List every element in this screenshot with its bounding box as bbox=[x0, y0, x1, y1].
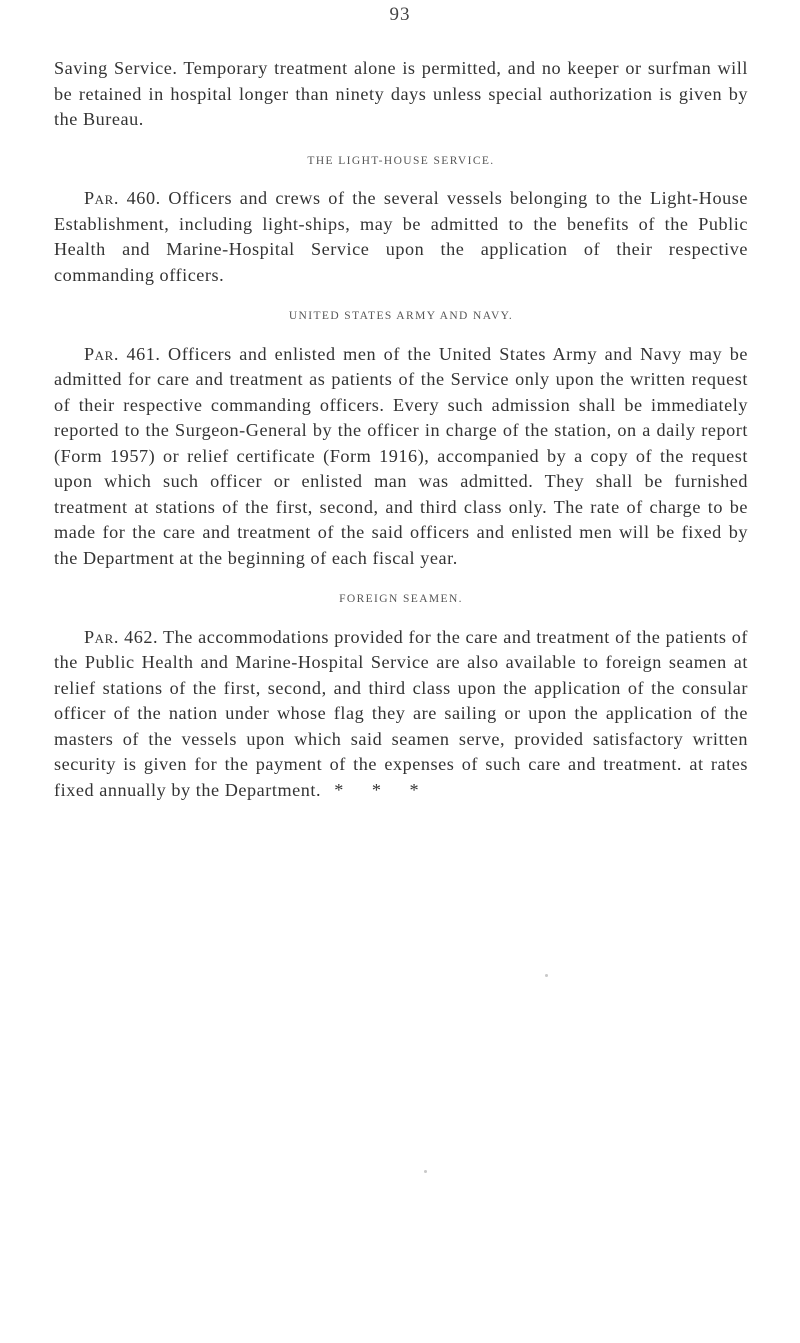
par-label: Par. bbox=[84, 626, 119, 647]
section-heading-light-house: THE LIGHT-HOUSE SERVICE. bbox=[307, 154, 495, 167]
section-heading-foreign-seamen: FOREIGN SEAMEN. bbox=[339, 593, 463, 605]
paper-speck bbox=[424, 1170, 427, 1173]
par-label: Par. bbox=[84, 343, 119, 364]
section-heading-army-navy: UNITED STATES ARMY AND NAVY. bbox=[288, 310, 514, 322]
paper-speck bbox=[545, 974, 548, 977]
intro-paragraph: Saving Service. Temporary treatment alone is permitted, and no keeper or surfman will be retained in hospital longer than ninety days unless special authorization is given by the Bureau. bbox=[54, 58, 748, 129]
par-label: Par. bbox=[84, 188, 119, 208]
paragraph-462 bbox=[54, 625, 748, 804]
paragraph-460 bbox=[54, 186, 748, 288]
page-number: 93 bbox=[389, 4, 411, 25]
ellipsis-stars: * * * bbox=[334, 779, 431, 800]
par-number: 460. bbox=[126, 188, 161, 208]
par-number: 462. bbox=[124, 626, 159, 647]
paragraph-461 bbox=[54, 342, 748, 572]
paragraph-text: The accommodations provided for the care and treatment of the patients of the Public Health and Marine-Hospital Service are also available to foreign seamen at relief stations of the first, second, and third class upon the application of the consular officer of the nation under whose flag they are sailing or upon the application of the masters of the vessels upon which said seamen serve, provided satisfactory written security is given for the payment of the expenses of such care and treatment. at rates fixed annually by the Department. bbox=[54, 626, 748, 800]
paragraph-text: Officers and enlisted men of the United States Army and Navy may be admitted for care and treatment as patients of the Service only upon the written request of their respective commanding officers. Every such admission shall be immediately reported to the Surgeon-General by the officer in charge of the station, on a daily report (Form 1957) or relief certificate (Form 1916), accompanied by a copy of the request upon which such officer or enlisted man was admitted. They shall be furnished treatment at stations of the first, second, and third class only. The rate of charge to be made for the care and treatment of the said officers and enlisted men will be fixed by the Department at the beginning of each fiscal year. bbox=[54, 343, 748, 568]
paragraph-text: Officers and crews of the several vessels belonging to the Light-House Establishment, including light-ships, may be admitted to the benefits of the Public Health and Marine-Hospital Service upon the application of their respective commanding officers. bbox=[54, 188, 748, 285]
par-number: 461. bbox=[126, 343, 161, 364]
page-body bbox=[54, 56, 748, 803]
